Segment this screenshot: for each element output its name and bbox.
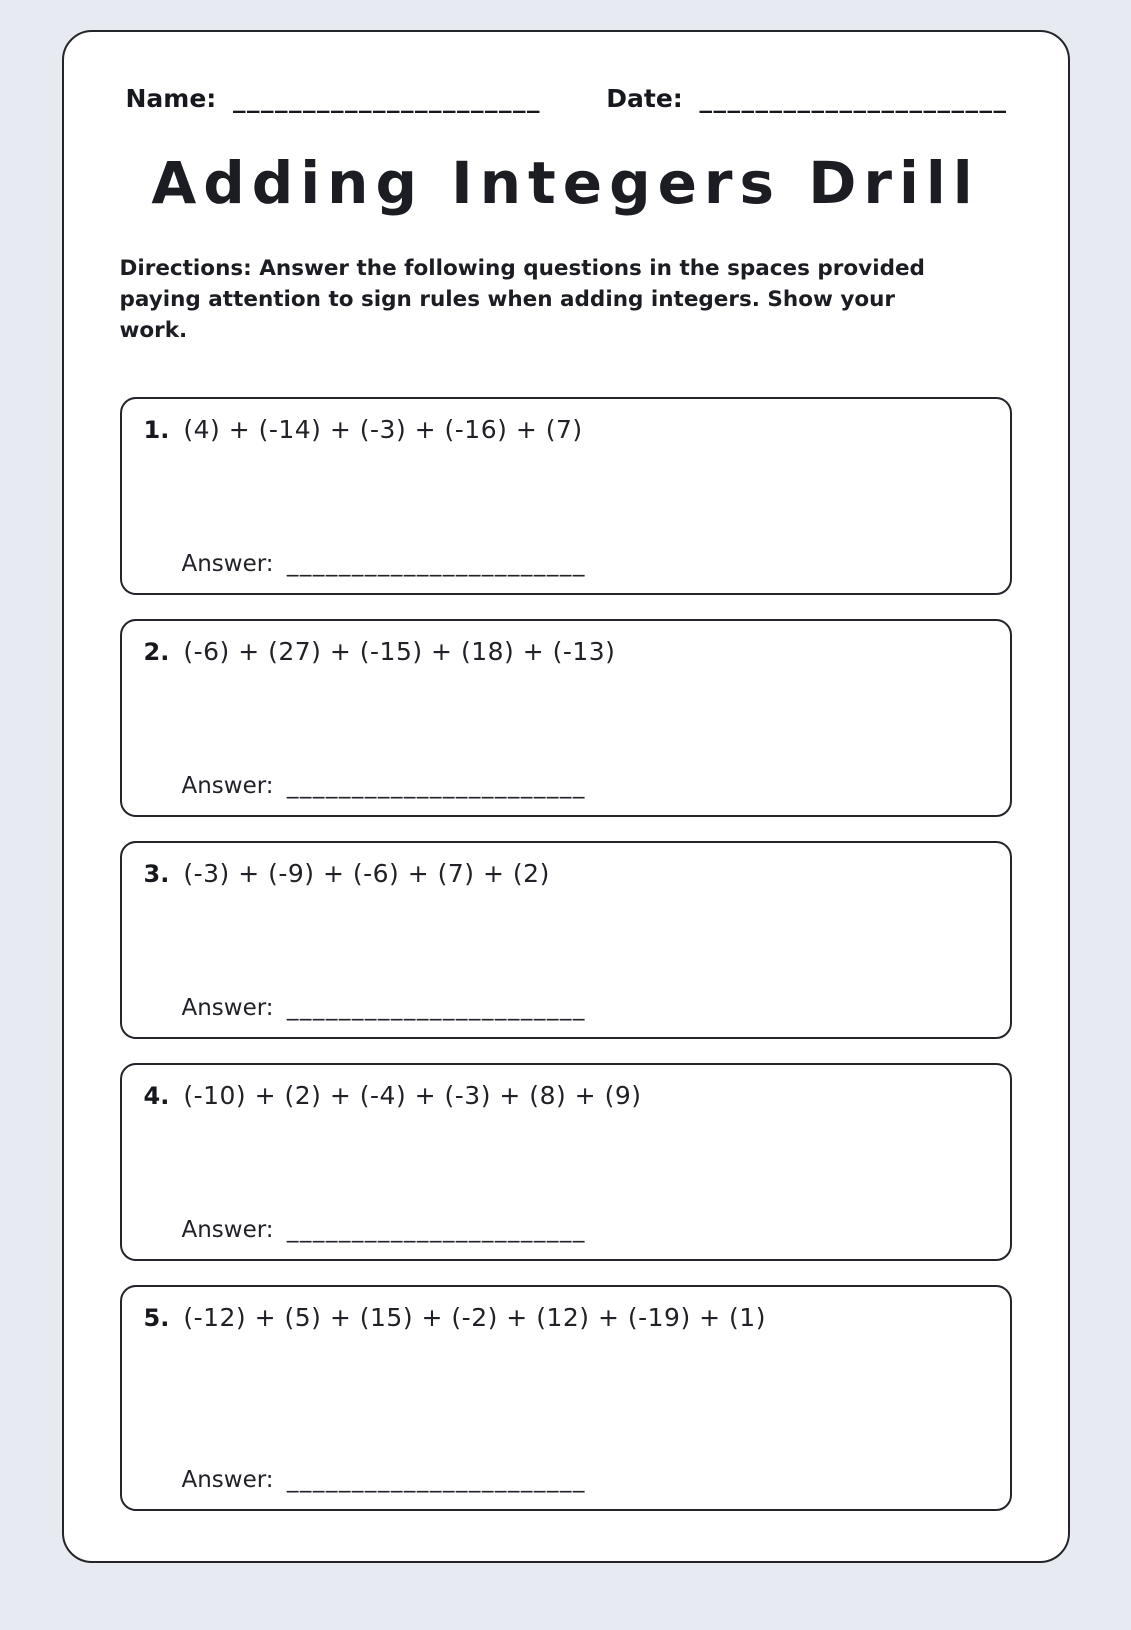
problem-expression: (4) + (-14) + (-3) + (-16) + (7) xyxy=(183,414,583,444)
problem-box-3 xyxy=(120,841,1012,1039)
answer-blank: _______________________ xyxy=(286,994,586,1021)
problem-number: 2. xyxy=(143,637,170,666)
answer-row xyxy=(182,1467,586,1493)
problem-line xyxy=(138,859,988,888)
worksheet-page xyxy=(62,30,1070,1563)
date-field xyxy=(606,84,1007,113)
problem-expression: (-12) + (5) + (15) + (-2) + (12) + (-19) + (1) xyxy=(183,1302,766,1332)
date-blank: ______________________ xyxy=(699,84,1008,113)
answer-row xyxy=(182,551,586,577)
answer-label: Answer: xyxy=(181,550,274,577)
problem-expression: (-6) + (27) + (-15) + (18) + (-13) xyxy=(183,636,616,666)
answer-row xyxy=(182,1217,586,1243)
answer-label: Answer: xyxy=(181,994,274,1021)
answer-blank: _______________________ xyxy=(286,1466,586,1493)
answer-label: Answer: xyxy=(181,1216,274,1243)
directions-text: Directions: Answer the following questions in the spaces provided paying attention to sign rules when adding integers. Show your work. xyxy=(119,256,925,344)
problem-box-2 xyxy=(120,619,1012,817)
answer-blank: _______________________ xyxy=(286,550,586,577)
name-field xyxy=(126,84,542,113)
problem-box-5 xyxy=(120,1285,1012,1511)
answer-row xyxy=(182,995,586,1021)
name-blank: ______________________ xyxy=(233,84,542,113)
problems-list xyxy=(120,397,1012,1511)
answer-label: Answer: xyxy=(181,772,274,799)
problem-expression: (-10) + (2) + (-4) + (-3) + (8) + (9) xyxy=(183,1080,642,1110)
problem-box-4 xyxy=(120,1063,1012,1261)
answer-blank: _______________________ xyxy=(286,1216,586,1243)
answer-blank: _______________________ xyxy=(286,772,586,799)
date-label: Date: xyxy=(606,84,683,113)
problem-line xyxy=(138,415,988,444)
answer-row xyxy=(182,773,586,799)
problem-line xyxy=(138,1303,988,1332)
problem-number: 5. xyxy=(143,1303,170,1332)
problem-line xyxy=(138,637,988,666)
problem-number: 3. xyxy=(143,859,170,888)
problem-number: 1. xyxy=(143,415,170,444)
page-title: Adding Integers Drill xyxy=(151,149,980,217)
header-row xyxy=(120,84,1012,113)
problem-number: 4. xyxy=(143,1081,170,1110)
problem-expression: (-3) + (-9) + (-6) + (7) + (2) xyxy=(183,858,550,888)
name-label: Name: xyxy=(125,84,217,113)
problem-box-1 xyxy=(120,397,1012,595)
answer-label: Answer: xyxy=(181,1466,274,1493)
problem-line xyxy=(138,1081,988,1110)
